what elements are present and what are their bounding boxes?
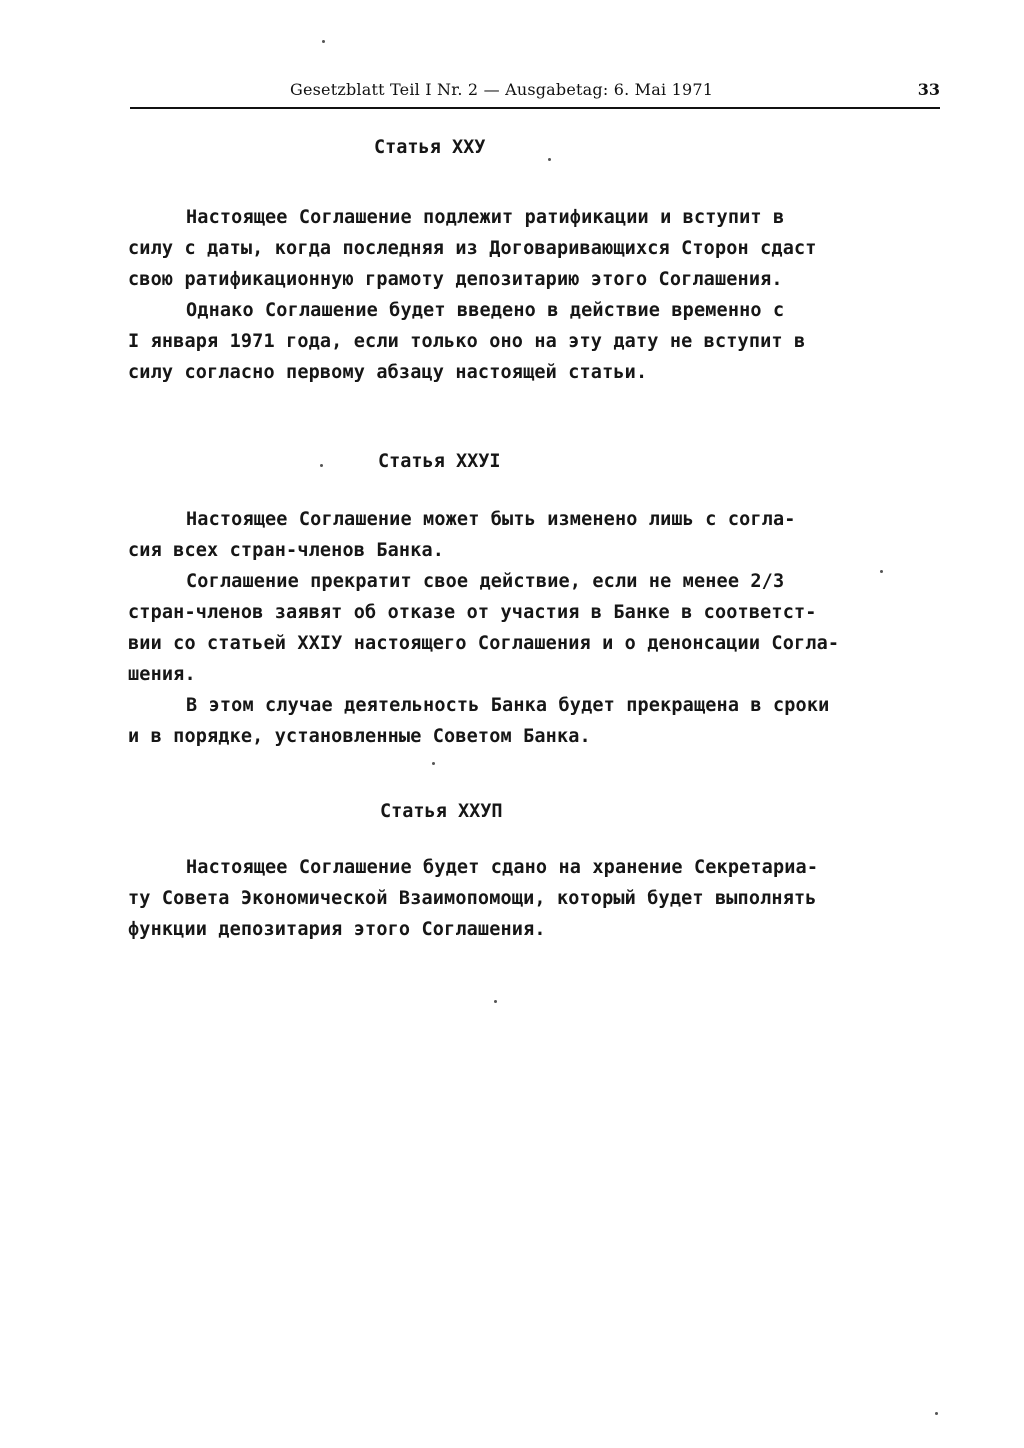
- scan-speck: [432, 762, 435, 765]
- article-body-xxvi: [128, 504, 868, 752]
- header-title: Gesetzblatt Teil I Nr. 2 — Ausgabetag: 6. Mai 1971: [290, 80, 714, 99]
- text-line: стран-членов заявят об отказе от участия в Банке в соответст-: [128, 602, 817, 623]
- text-line: Настоящее Соглашение будет сдано на хранение Секретариа-: [186, 857, 819, 878]
- page-number: 33: [917, 80, 940, 99]
- running-header: [130, 80, 942, 112]
- text-line: силу согласно первому абзацу настоящей статьи.: [128, 362, 648, 383]
- text-line: и в порядке, установленные Советом Банка.: [128, 726, 591, 747]
- article-heading-xxv: Статья ХХУ: [374, 137, 486, 158]
- text-line: сия всех стран-членов Банка.: [128, 540, 445, 561]
- text-line: свою ратификационную грамоту депозитарию этого Соглашения.: [128, 269, 783, 290]
- text-line: Настоящее Соглашение может быть изменено лишь с согла-: [186, 509, 796, 530]
- text-line: В этом случае деятельность Банка будет прекращена в сроки: [186, 695, 830, 716]
- scan-speck: [320, 464, 323, 467]
- scan-speck: [548, 158, 551, 161]
- text-line: функции депозитария этого Соглашения.: [128, 919, 546, 940]
- article-heading-xxvii: Статья ХХУП: [380, 801, 503, 822]
- text-line: Соглашение прекратит свое действие, если не менее 2/3: [186, 571, 785, 592]
- scan-speck: [494, 1000, 497, 1003]
- scan-speck: [880, 570, 883, 573]
- text-line: I января 1971 года, если только оно на эту дату не вступит в: [128, 331, 806, 352]
- text-line: вии со статьей ХХIУ настоящего Соглашения и о денонсации Согла-: [128, 633, 840, 654]
- text-line: силу с даты, когда последняя из Договаривающихся Сторон сдаст: [128, 238, 817, 259]
- text-line: ту Совета Экономической Взаимопомощи, который будет выполнять: [128, 888, 817, 909]
- header-rule: [130, 107, 940, 109]
- text-line: Однако Соглашение будет введено в действие временно с: [186, 300, 785, 321]
- article-body-xxv: [128, 202, 868, 388]
- article-body-xxvii: [128, 852, 868, 945]
- text-line: Настоящее Соглашение подлежит ратификации и вступит в: [186, 207, 785, 228]
- scan-speck: [322, 40, 325, 43]
- scan-speck: [935, 1412, 938, 1415]
- text-line: шения.: [128, 664, 196, 685]
- article-heading-xxvi: Статья ХХУI: [378, 451, 501, 472]
